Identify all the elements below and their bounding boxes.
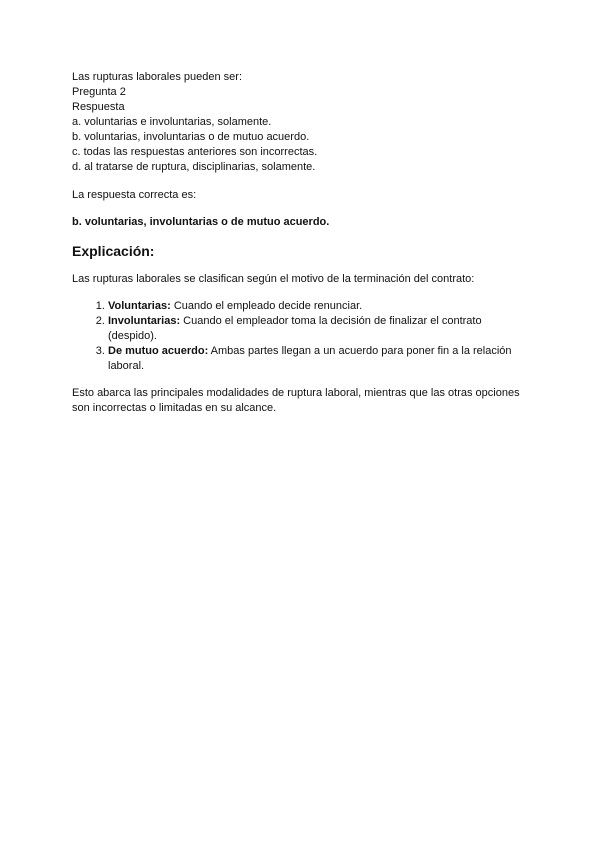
question-text: Las rupturas laborales pueden ser: [72, 71, 242, 83]
list-item-term: De mutuo acuerdo: [108, 345, 209, 357]
question-number: Pregunta 2 [72, 86, 126, 98]
list-item-term: Involuntarias: [108, 315, 181, 327]
explanation-list [72, 299, 532, 374]
correct-answer: b. voluntarias, involuntarias o de mutuo acuerdo. [72, 216, 330, 228]
explanation-heading: Explicación: [72, 243, 155, 259]
answer-label: Respuesta [72, 101, 125, 113]
list-item [108, 299, 532, 314]
list-item-text: Cuando el empleado decide renunciar. [170, 300, 363, 312]
document-body [72, 70, 532, 416]
list-item [108, 344, 532, 374]
list-item-text: Ambas partes llegan a un acuerdo para poner fin a la relación laboral. [108, 345, 512, 372]
list-item-text: Cuando el empleador toma la decisión de finalizar el contrato (despido). [108, 315, 482, 342]
explanation-closing: Esto abarca las principales modalidades de ruptura laboral, mientras que las otras opciones son incorrectas o limitadas en su alcance. [72, 387, 520, 414]
option-c: c. todas las respuestas anteriores son incorrectas. [72, 146, 318, 158]
option-b: b. voluntarias, involuntarias o de mutuo acuerdo. [72, 131, 310, 143]
option-a: a. voluntarias e involuntarias, solamente. [72, 116, 272, 128]
list-item [108, 314, 532, 344]
list-item-term: Voluntarias: [108, 300, 171, 312]
answer-intro: La respuesta correcta es: [72, 189, 197, 201]
option-d: d. al tratarse de ruptura, disciplinarias, solamente. [72, 161, 316, 173]
explanation-intro: Las rupturas laborales se clasifican según el motivo de la terminación del contrato: [72, 273, 475, 285]
